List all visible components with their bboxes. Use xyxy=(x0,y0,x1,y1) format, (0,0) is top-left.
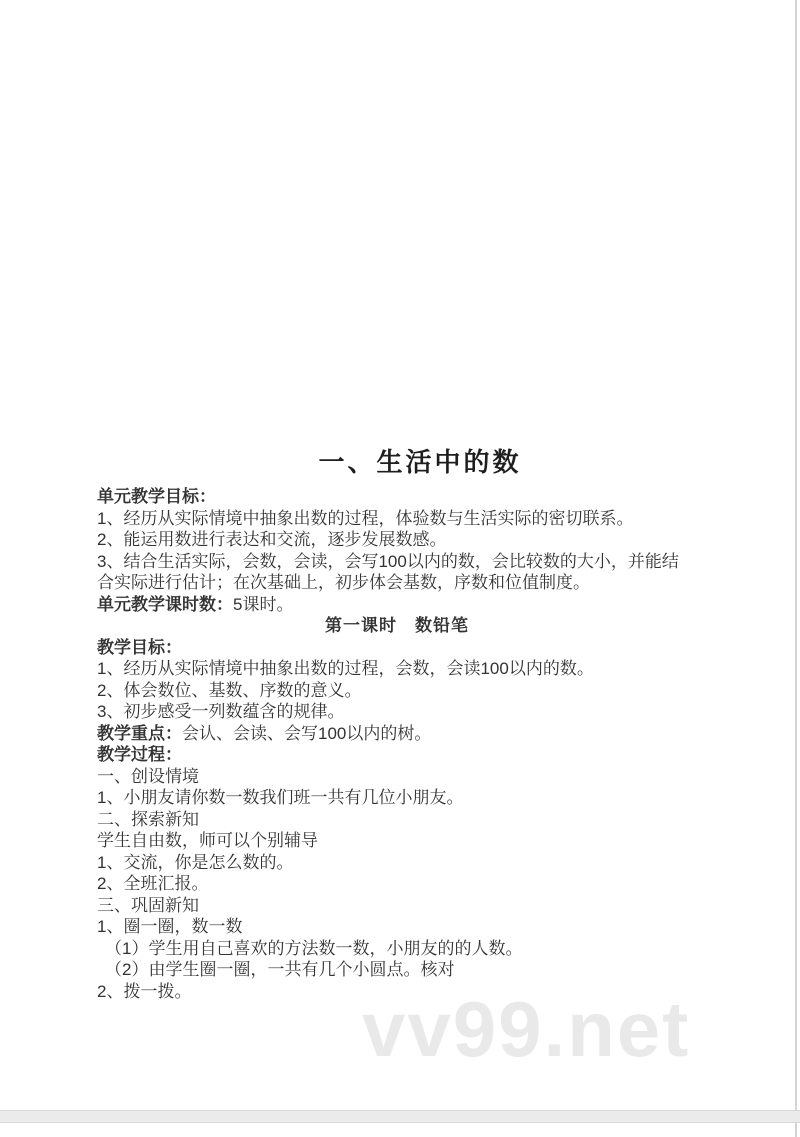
text-line: （2）由学生圈一圈，一共有几个小圆点。核对 xyxy=(105,960,455,979)
text-line: 3、结合生活实际，会数，会读，会写100以内的数，会比较数的大小，并能结 xyxy=(97,551,679,571)
text-block xyxy=(97,486,697,1002)
text-line: 3、初步感受一列数蕴含的规律。 xyxy=(97,702,345,721)
line-text: 5课时。 xyxy=(233,594,294,614)
line-text: 会认、会读、会写100以内的树。 xyxy=(182,723,432,743)
text-line: 1、圈一圈，数一数 xyxy=(97,917,243,936)
line-label: 单元教学课时数： xyxy=(97,594,233,614)
document-title: 一、生活中的数 xyxy=(318,447,522,477)
text-line: 2、体会数位、基数、序数的意义。 xyxy=(97,680,362,700)
text-line: 1、经历从实际情境中抽象出数的过程，体验数与生活实际的密切联系。 xyxy=(97,508,634,528)
text-line xyxy=(97,723,697,745)
text-line: 学生自由数，师可以个别辅导 xyxy=(97,831,318,850)
watermark: vv99.net xyxy=(362,985,691,1073)
text-line: 第一课时 数铅笔 xyxy=(325,616,469,635)
text-line: 二、探索新知 xyxy=(97,809,199,829)
text-line: 教学过程： xyxy=(97,745,182,764)
text-line: 三、巩固新知 xyxy=(97,895,199,915)
page-content xyxy=(97,447,697,1002)
page-separator xyxy=(0,1110,800,1123)
text-line: 合实际进行估计；在次基础上，初步体会基数，序数和位值制度。 xyxy=(97,573,590,592)
text-line: 1、小朋友请你数一数我们班一共有几位小朋友。 xyxy=(97,788,464,807)
page-edge-line xyxy=(795,0,797,1137)
text-line: 2、能运用数进行表达和交流，逐步发展数感。 xyxy=(97,530,447,549)
text-line: 1、经历从实际情境中抽象出数的过程，会数，会读100以内的数。 xyxy=(97,659,594,678)
text-line: 教学目标： xyxy=(97,637,182,657)
text-line: 单元教学目标： xyxy=(97,487,216,506)
text-line: 一、创设情境 xyxy=(97,766,199,786)
text-line: 1、交流，你是怎么数的。 xyxy=(97,852,294,872)
text-line: 2、全班汇报。 xyxy=(97,874,209,893)
text-line: 2、拨一拨。 xyxy=(97,981,192,1001)
text-line xyxy=(97,594,697,616)
line-label: 教学重点： xyxy=(97,723,182,743)
text-line: （1）学生用自己喜欢的方法数一数，小朋友的的人数。 xyxy=(105,938,523,958)
